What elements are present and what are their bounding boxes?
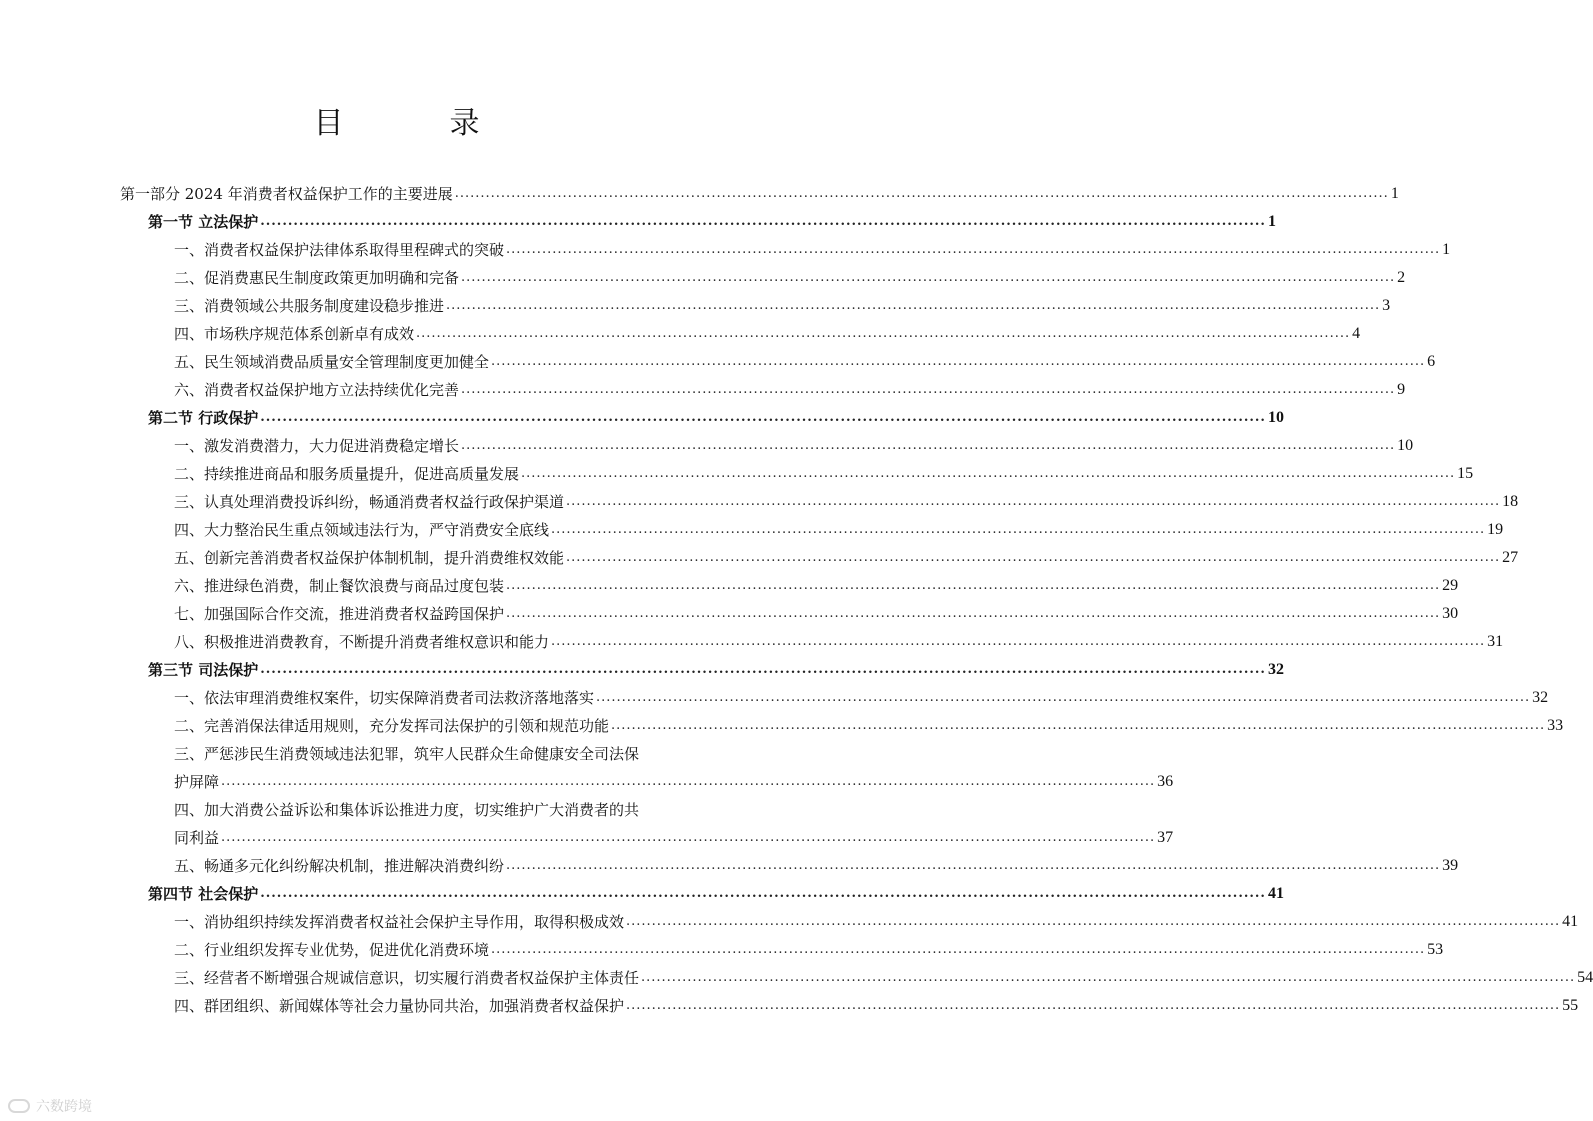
toc-entry[interactable] xyxy=(174,437,1414,455)
toc-entry-text: 四、群团组织、新闻媒体等社会力量协同共治，加强消费者权益保护 xyxy=(174,997,625,1015)
toc-entry[interactable] xyxy=(174,521,1504,539)
toc-entry-text: 三、认真处理消费投诉纠纷，畅通消费者权益行政保护渠道 xyxy=(174,493,565,511)
toc-entry[interactable] xyxy=(174,941,1444,959)
toc-entry[interactable] xyxy=(174,549,1519,567)
toc-entry[interactable] xyxy=(174,353,1436,371)
watermark xyxy=(8,1096,92,1116)
toc-leader-dots: ...................................................................................................................................................................................... xyxy=(260,662,1266,677)
toc-entry[interactable] xyxy=(174,325,1361,343)
toc-page-number: 2 xyxy=(1397,269,1406,286)
toc-entry[interactable] xyxy=(174,577,1459,595)
toc-page-number: 9 xyxy=(1397,381,1406,398)
toc-page-number: 41 xyxy=(1562,913,1579,930)
toc-leader-dots: ...................................................................................................................................................................................... xyxy=(446,298,1381,313)
toc-entry-text: 一、激发消费潜力，大力促进消费稳定增长 xyxy=(174,437,460,455)
toc-entry-text: 同利益 xyxy=(174,829,220,847)
toc-leader-dots: ...................................................................................................................................................................................... xyxy=(566,494,1501,509)
toc-page-number: 1 xyxy=(1267,213,1276,230)
toc-entry-text: 八、积极推进消费教育，不断提升消费者维权意识和能力 xyxy=(174,633,550,651)
toc-entry-text: 第一节 立法保护 xyxy=(148,213,259,231)
toc-leader-dots: ...................................................................................................................................................................................... xyxy=(461,438,1396,453)
toc-page-number: 15 xyxy=(1457,465,1474,482)
toc-entry-text: 五、创新完善消费者权益保护体制机制，提升消费维权效能 xyxy=(174,549,565,567)
toc-leader-dots: ...................................................................................................................................................................................... xyxy=(491,942,1426,957)
toc-entry[interactable] xyxy=(174,465,1474,483)
toc-entry[interactable] xyxy=(174,269,1406,287)
toc-page-number: 32 xyxy=(1267,661,1284,678)
toc-entry[interactable] xyxy=(174,913,1579,931)
toc-entry[interactable] xyxy=(174,633,1504,651)
toc-entry-text: 第四节 社会保护 xyxy=(148,885,259,903)
toc-entry[interactable] xyxy=(174,829,1174,847)
watermark-text: 六数跨境 xyxy=(36,1099,92,1115)
toc-leader-dots: ...................................................................................................................................................................................... xyxy=(506,858,1441,873)
toc-leader-dots: ...................................................................................................................................................................................... xyxy=(521,466,1456,481)
toc-entry-text: 七、加强国际合作交流，推进消费者权益跨国保护 xyxy=(174,605,505,623)
toc-page-number: 3 xyxy=(1382,297,1391,314)
toc-leader-dots: ...................................................................................................................................................................................... xyxy=(461,270,1396,285)
toc-leader-dots: ...................................................................................................................................................................................... xyxy=(551,634,1486,649)
toc-entry-part1[interactable] xyxy=(120,185,1399,203)
toc-page-number: 37 xyxy=(1157,829,1174,846)
toc-entry[interactable] xyxy=(174,997,1579,1015)
toc-entry[interactable] xyxy=(174,969,1593,987)
toc-page-number: 41 xyxy=(1267,885,1284,902)
toc-entry[interactable] xyxy=(174,493,1519,511)
toc-entry[interactable] xyxy=(174,773,1174,791)
toc-page-number: 29 xyxy=(1442,577,1459,594)
toc-page-number: 19 xyxy=(1487,521,1504,538)
toc-leader-dots: ...................................................................................................................................................................................... xyxy=(641,970,1576,985)
toc-entry-line1[interactable]: 三、严惩涉民生消费领域违法犯罪，筑牢人民群众生命健康安全司法保 xyxy=(174,745,640,763)
toc-entry-text: 二、行业组织发挥专业优势，促进优化消费环境 xyxy=(174,941,490,959)
toc-entry[interactable] xyxy=(174,297,1391,315)
page-title: 目 录 xyxy=(313,106,518,141)
toc-entry-text: 五、民生领域消费品质量安全管理制度更加健全 xyxy=(174,353,490,371)
toc-entry[interactable] xyxy=(174,857,1459,875)
toc-entry-text: 四、大力整治民生重点领域违法行为，严守消费安全底线 xyxy=(174,521,550,539)
toc-entry-text: 六、消费者权益保护地方立法持续优化完善 xyxy=(174,381,460,399)
toc-entry-text: 一、消协组织持续发挥消费者权益社会保护主导作用，取得积极成效 xyxy=(174,913,625,931)
toc-leader-dots: ...................................................................................................................................................................................... xyxy=(551,522,1486,537)
toc-page-number: 54 xyxy=(1577,969,1593,986)
toc-entry-text: 三、经营者不断增强合规诚信意识，切实履行消费者权益保护主体责任 xyxy=(174,969,640,987)
toc-entry-text: 六、推进绿色消费，制止餐饮浪费与商品过度包装 xyxy=(174,577,505,595)
toc-leader-dots: ...................................................................................................................................................................................... xyxy=(566,550,1501,565)
toc-leader-dots: ...................................................................................................................................................................................... xyxy=(491,354,1426,369)
toc-page-number: 39 xyxy=(1442,857,1459,874)
toc-page-number: 10 xyxy=(1267,409,1284,426)
toc-leader-dots: ...................................................................................................................................................................................... xyxy=(260,410,1266,425)
toc-leader-dots: ...................................................................................................................................................................................... xyxy=(611,718,1546,733)
toc-page-number: 1 xyxy=(1442,241,1451,258)
toc-leader-dots: ...................................................................................................................................................................................... xyxy=(461,382,1396,397)
toc-entry-text: 护屏障 xyxy=(174,773,220,791)
toc-entry-text: 四、市场秩序规范体系创新卓有成效 xyxy=(174,325,415,343)
toc-page-number: 32 xyxy=(1532,689,1549,706)
toc-leader-dots: ...................................................................................................................................................................................... xyxy=(596,690,1531,705)
toc-page-number: 36 xyxy=(1157,773,1174,790)
toc-page-number: 53 xyxy=(1427,941,1444,958)
toc-leader-dots: ...................................................................................................................................................................................... xyxy=(506,578,1441,593)
toc-page-number: 6 xyxy=(1427,353,1436,370)
toc-entry-text: 二、完善消保法律适用规则，充分发挥司法保护的引领和规范功能 xyxy=(174,717,610,735)
toc-page-number: 55 xyxy=(1562,997,1579,1014)
toc-entry-text: 一、依法审理消费维权案件，切实保障消费者司法救济落地落实 xyxy=(174,689,595,707)
toc-entry-text: 一、消费者权益保护法律体系取得里程碑式的突破 xyxy=(174,241,505,259)
toc-entry[interactable] xyxy=(174,689,1549,707)
toc-leader-dots: ...................................................................................................................................................................................... xyxy=(260,886,1266,901)
toc-section-4[interactable] xyxy=(148,885,1284,903)
toc-page-number: 1 xyxy=(1390,185,1399,202)
toc-section-2[interactable] xyxy=(148,409,1284,427)
toc-leader-dots: ...................................................................................................................................................................................... xyxy=(506,606,1441,621)
toc-entry[interactable] xyxy=(174,241,1451,259)
toc-page-number: 10 xyxy=(1397,437,1414,454)
toc-leader-dots: ...................................................................................................................................................................................... xyxy=(626,914,1561,929)
toc-entry-text: 五、畅通多元化纠纷解决机制，推进解决消费纠纷 xyxy=(174,857,505,875)
toc-entry-text: 第二节 行政保护 xyxy=(148,409,259,427)
toc-leader-dots: ...................................................................................................................................................................................... xyxy=(221,774,1156,789)
toc-entry[interactable] xyxy=(174,717,1564,735)
toc-leader-dots: ...................................................................................................................................................................................... xyxy=(416,326,1351,341)
toc-section-3[interactable] xyxy=(148,661,1284,679)
toc-page-number: 27 xyxy=(1502,549,1519,566)
watermark-logo-icon xyxy=(8,1099,30,1113)
toc-page-number: 18 xyxy=(1502,493,1519,510)
toc-section-1[interactable] xyxy=(148,213,1276,231)
toc-entry[interactable] xyxy=(174,605,1459,623)
toc-entry-text: 第一部分 2024 年消费者权益保护工作的主要进展 xyxy=(120,185,453,203)
toc-page-number: 33 xyxy=(1547,717,1564,734)
toc-leader-dots: ...................................................................................................................................................................................... xyxy=(454,186,1389,201)
toc-entry-text: 三、消费领域公共服务制度建设稳步推进 xyxy=(174,297,445,315)
toc-entry[interactable] xyxy=(174,381,1406,399)
toc-entry-line1[interactable]: 四、加大消费公益诉讼和集体诉讼推进力度，切实维护广大消费者的共 xyxy=(174,801,640,819)
toc-page-number: 4 xyxy=(1352,325,1361,342)
toc-page-number: 31 xyxy=(1487,633,1504,650)
toc-entry-text: 第三节 司法保护 xyxy=(148,661,259,679)
toc-entry-text: 二、促消费惠民生制度政策更加明确和完备 xyxy=(174,269,460,287)
toc-leader-dots: ...................................................................................................................................................................................... xyxy=(221,830,1156,845)
toc-leader-dots: ...................................................................................................................................................................................... xyxy=(626,998,1561,1013)
toc-leader-dots: ...................................................................................................................................................................................... xyxy=(260,214,1266,229)
toc-leader-dots: ...................................................................................................................................................................................... xyxy=(506,242,1441,257)
toc-entry-text: 二、持续推进商品和服务质量提升，促进高质量发展 xyxy=(174,465,520,483)
toc-page-number: 30 xyxy=(1442,605,1459,622)
